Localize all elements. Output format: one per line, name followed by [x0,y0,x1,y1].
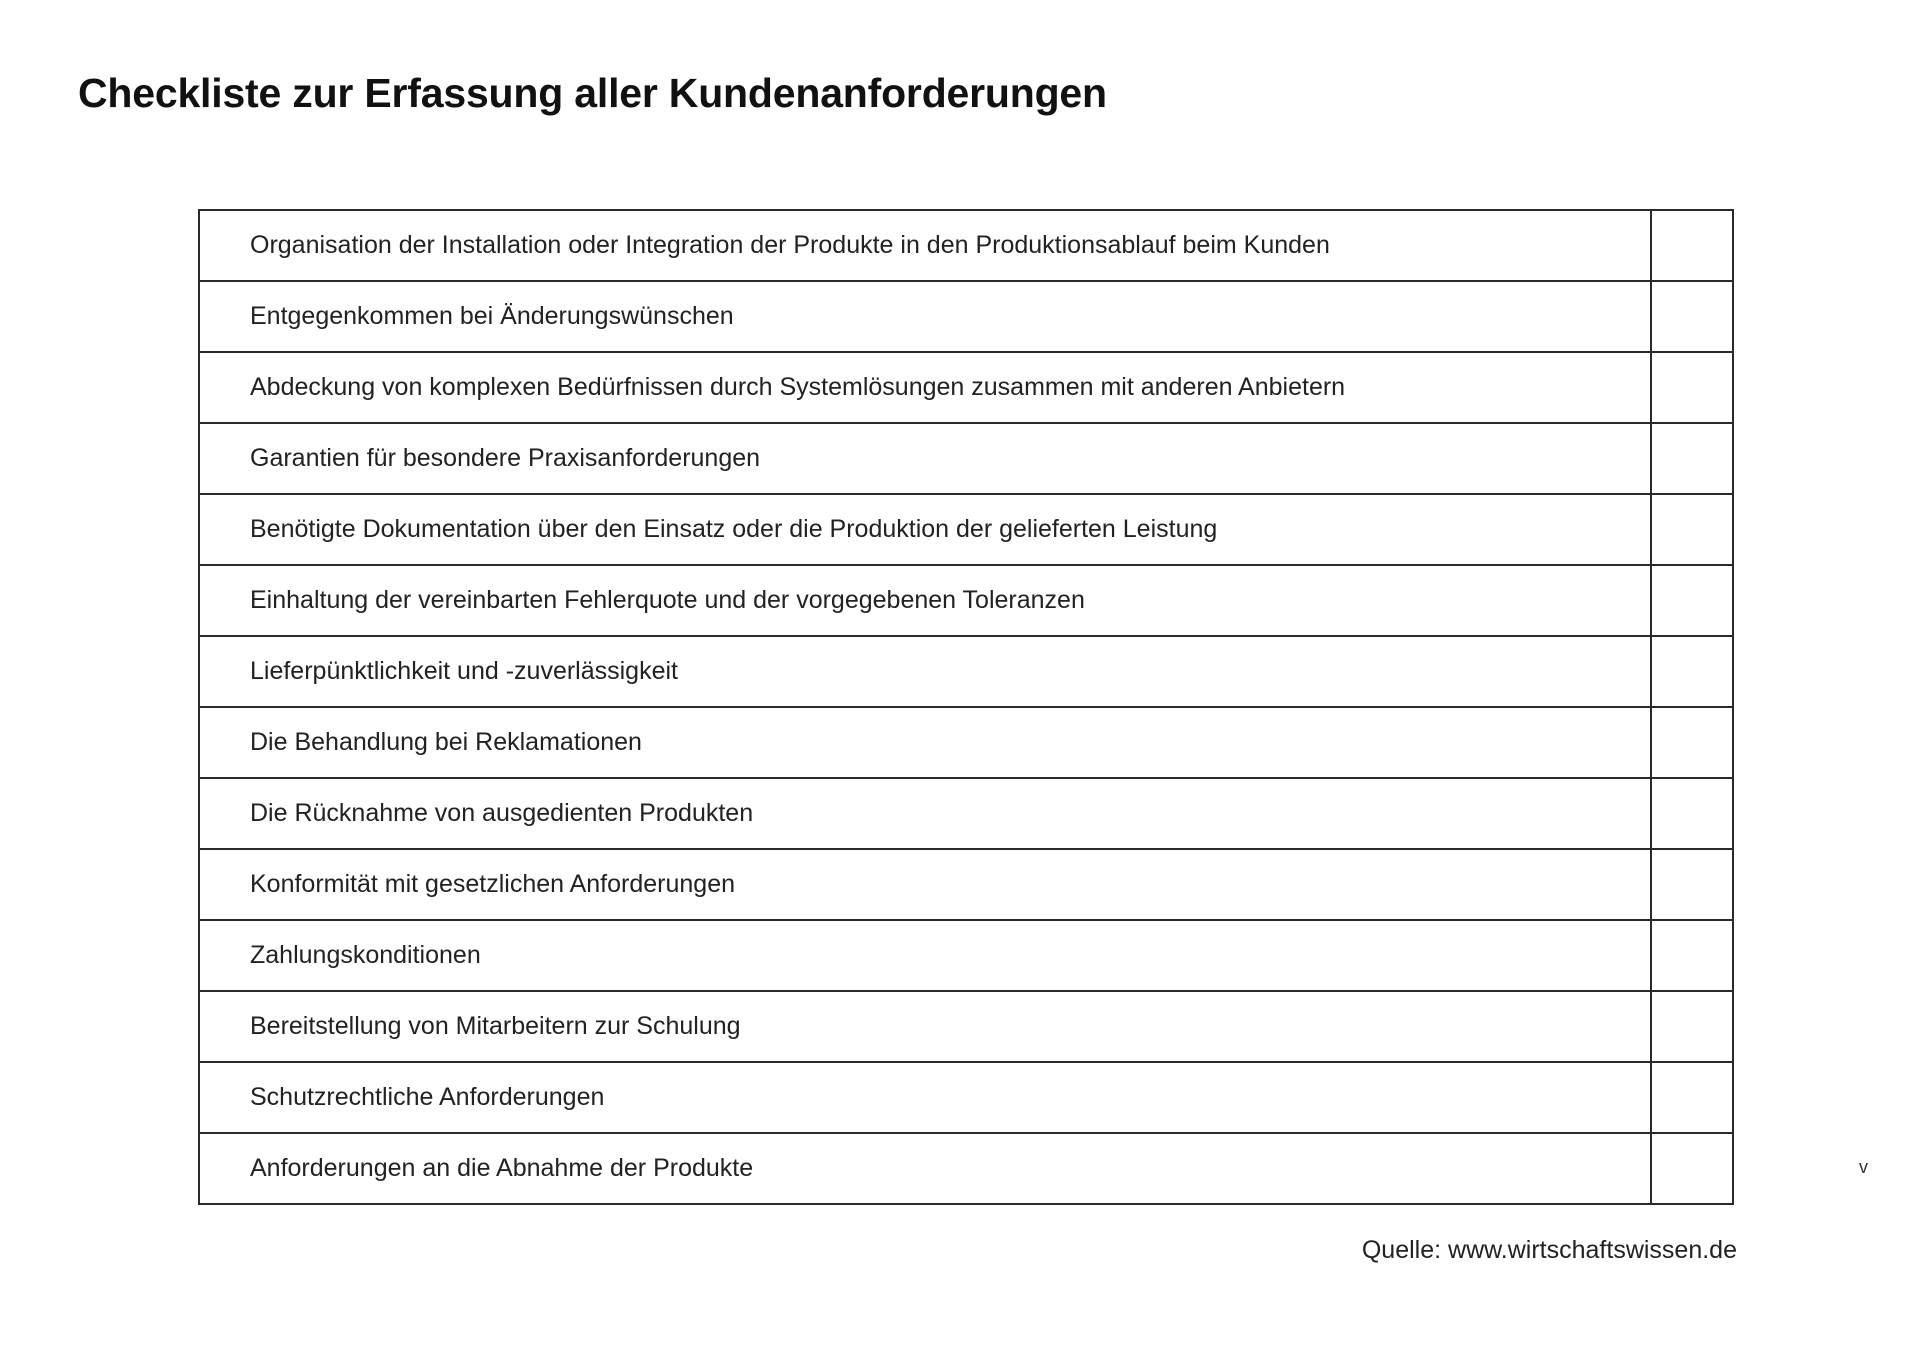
checklist-checkbox[interactable] [1651,494,1733,565]
checklist-item-text: Organisation der Installation oder Integration der Produkte in den Produktionsablauf beim Kunden [199,210,1651,281]
checklist-checkbox[interactable] [1651,636,1733,707]
checklist-row [199,494,1733,565]
checklist-row [199,1133,1733,1204]
checklist-row [199,707,1733,778]
checklist-row [199,849,1733,920]
checklist-item-text: Schutzrechtliche Anforderungen [199,1062,1651,1133]
checklist-item-text: Konformität mit gesetzlichen Anforderungen [199,849,1651,920]
checklist-row [199,1062,1733,1133]
checklist-checkbox[interactable] [1651,778,1733,849]
page-title: Checkliste zur Erfassung aller Kundenanforderungen [78,70,1107,116]
checklist-item-text: Lieferpünktlichkeit und -zuverlässigkeit [199,636,1651,707]
checklist-row [199,423,1733,494]
checklist-row [199,210,1733,281]
checklist-row [199,565,1733,636]
checklist-row [199,281,1733,352]
source-citation: Quelle: www.wirtschaftswissen.de [1361,1236,1737,1264]
checklist-checkbox[interactable] [1651,565,1733,636]
checklist-item-text: Benötigte Dokumentation über den Einsatz oder die Produktion der gelieferten Leistung [199,494,1651,565]
checklist-checkbox[interactable] [1651,991,1733,1062]
checklist-checkbox[interactable] [1651,1062,1733,1133]
checklist-checkbox[interactable] [1651,352,1733,423]
checklist-item-text: Entgegenkommen bei Änderungswünschen [199,281,1651,352]
checklist-checkbox[interactable] [1651,210,1733,281]
checklist-checkbox[interactable] [1651,849,1733,920]
checklist-item-text: Anforderungen an die Abnahme der Produkte [199,1133,1651,1204]
checklist-row [199,920,1733,991]
checklist-item-text: Garantien für besondere Praxisanforderungen [199,423,1651,494]
checklist-row [199,778,1733,849]
checklist-item-text: Die Behandlung bei Reklamationen [199,707,1651,778]
checklist-row [199,991,1733,1062]
checklist-checkbox[interactable] [1651,281,1733,352]
checklist-item-text: Abdeckung von komplexen Bedürfnissen durch Systemlösungen zusammen mit anderen Anbietern [199,352,1651,423]
checklist-checkbox[interactable] [1651,920,1733,991]
checklist-item-text: Einhaltung der vereinbarten Fehlerquote und der vorgegebenen Toleranzen [199,565,1651,636]
checklist-item-text: Zahlungskonditionen [199,920,1651,991]
corner-mark: v [1859,1157,1868,1177]
checklist-item-text: Die Rücknahme von ausgedienten Produkten [199,778,1651,849]
checklist-checkbox[interactable] [1651,423,1733,494]
checklist-checkbox[interactable] [1651,707,1733,778]
checklist-table [198,209,1734,1205]
checklist-row [199,636,1733,707]
checklist-item-text: Bereitstellung von Mitarbeitern zur Schulung [199,991,1651,1062]
checklist-checkbox[interactable] [1651,1133,1733,1204]
checklist-row [199,352,1733,423]
